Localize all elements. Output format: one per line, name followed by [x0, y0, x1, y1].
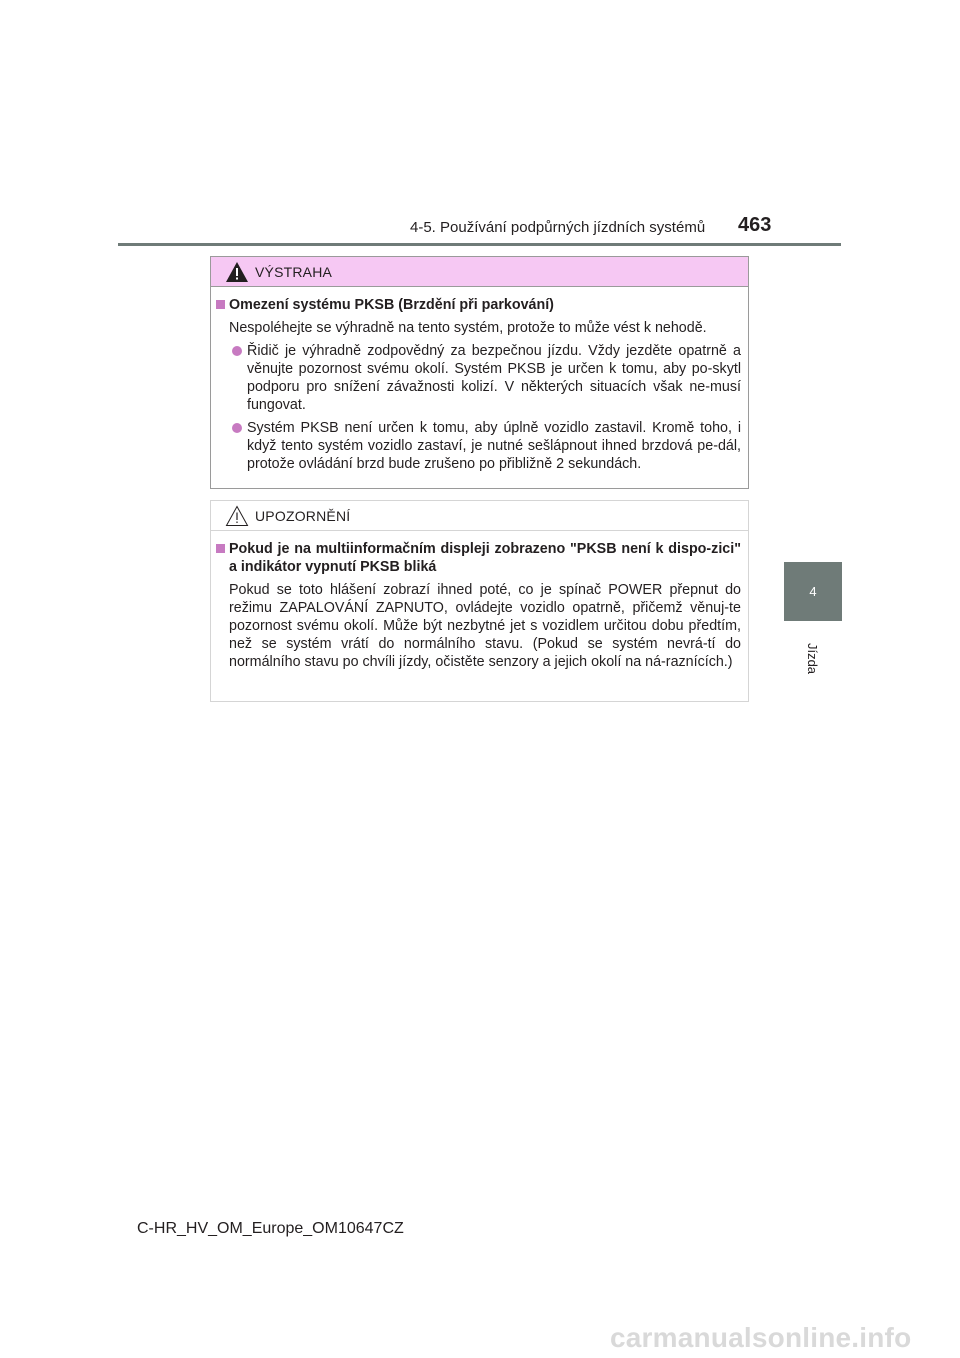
warning-bullet-text: Systém PKSB není určen k tomu, aby úplně vozidlo zastavil. Kromě toho, i když tento systém vozidlo zastaví, je nutné sešlápnout ihned brzdová pe-dál, protože ovládání brzd bude zrušeno po přibližně 2 sekundách.	[247, 420, 741, 472]
caution-heading-text: Pokud je na multiinformačním displeji zobrazeno "PKSB není k dispo-zici" a indikátor vypnutí PKSB bliká	[229, 541, 741, 575]
watermark-text: carmanualsonline.info	[610, 1322, 912, 1353]
warning-heading	[216, 296, 741, 314]
round-bullet-icon	[232, 346, 242, 356]
document-id: C-HR_HV_OM_Europe_OM10647CZ	[137, 1220, 404, 1237]
warning-bullet	[216, 342, 741, 414]
caution-box	[210, 500, 749, 702]
round-bullet-icon	[232, 423, 242, 433]
warning-heading-text: Omezení systému PKSB (Brzdění při parkování)	[229, 297, 554, 313]
chapter-tab	[784, 562, 842, 621]
caution-triangle-icon	[225, 505, 249, 527]
warning-triangle-icon	[225, 261, 249, 283]
page-number: 463	[738, 214, 772, 236]
warning-label: VÝSTRAHA	[255, 263, 333, 280]
header-rule	[118, 243, 841, 246]
warning-bullet-text: Řidič je výhradně zodpovědný za bezpečnou jízdu. Vždy jezděte opatrně a věnujte pozornost svému okolí. Systém PKSB je určen k tomu, aby po-skytl podporu pro snížení závažnosti kolizí. V některých situacích však ne-musí fungovat.	[247, 343, 741, 413]
warning-box	[210, 256, 749, 489]
warning-box-header	[211, 257, 748, 287]
section-title: 4-5. Používání podpůrných jízdních systémů	[410, 219, 706, 236]
caution-body: Pokud se toto hlášení zobrazí ihned poté, co je spínač POWER přepnut do režimu ZAPALOVÁNÍ ZAPNUTO, ovládejte vozidlo opatrně, přičemž věnuj-te pozornost svému okolí. Může být nezbytné jet s vozidlem určitou dobu předtím, než se systém vrátí do normálního stavu. (Pokud se systém nevrá-tí do normálního stavu po chvíli jízdy, očistěte senzory a jejich okolí na ná-raznících.)	[229, 582, 741, 670]
caution-box-header	[211, 501, 748, 531]
chapter-label-text: Jízda	[805, 642, 821, 674]
caution-heading	[216, 540, 741, 576]
chapter-number: 4	[809, 584, 817, 599]
warning-bullet	[216, 419, 741, 473]
square-bullet-icon	[216, 544, 225, 553]
caution-box-body	[211, 531, 748, 671]
warning-intro: Nespoléhejte se výhradně na tento systém, protože to může vést k nehodě.	[229, 320, 707, 336]
square-bullet-icon	[216, 300, 225, 309]
warning-box-body	[211, 287, 748, 473]
chapter-label	[783, 628, 843, 688]
caution-label: UPOZORNĚNÍ	[255, 507, 351, 524]
